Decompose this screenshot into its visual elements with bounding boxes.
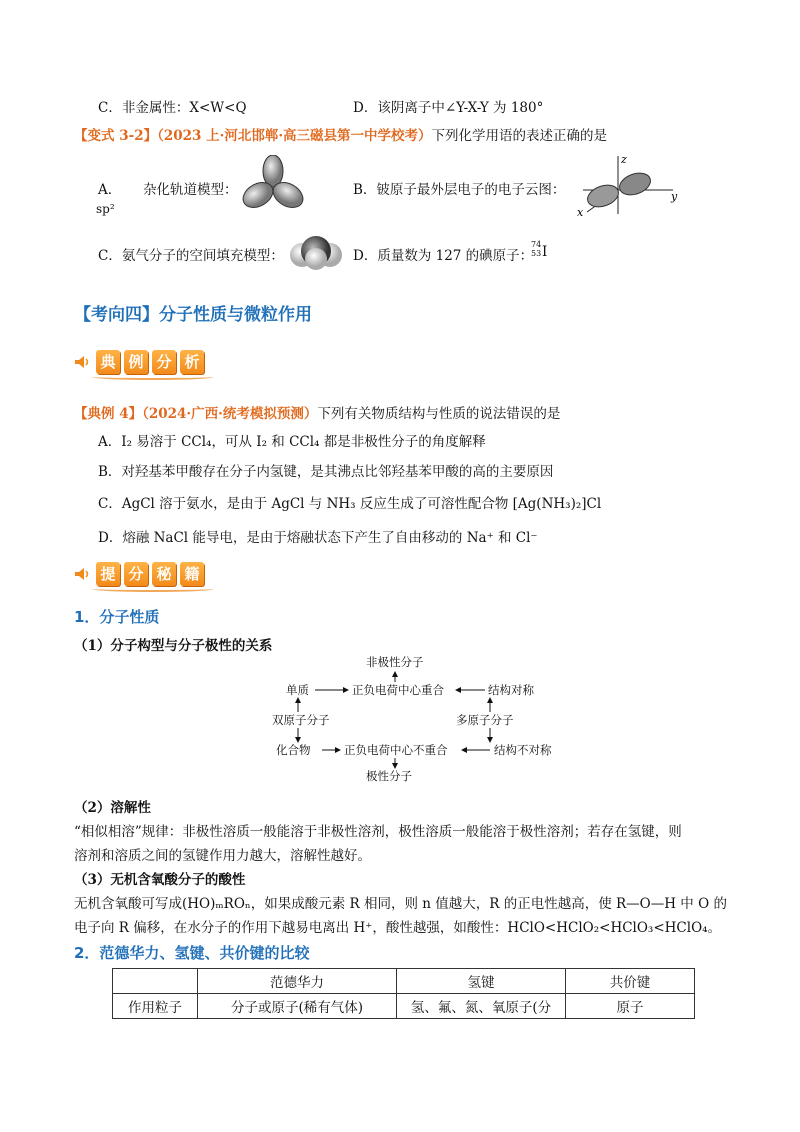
banner-char: 分 xyxy=(152,350,176,374)
variant-stem: 下列化学用语的表述正确的是 xyxy=(431,128,608,144)
iodine-atomic-number: 53 xyxy=(531,249,542,258)
variant-option-a-sub: sp² xyxy=(96,202,115,216)
subheading-solubility: （2）溶解性 xyxy=(74,800,151,816)
banner-char: 提 xyxy=(96,562,120,586)
banner-swoosh xyxy=(92,586,214,592)
example-header xyxy=(74,402,560,422)
example-source: （2024·广西·统考模拟预测） xyxy=(142,406,318,422)
subheading-acidity: （3）无机含氧酸分子的酸性 xyxy=(74,872,246,888)
axis-x-label: x xyxy=(577,206,584,218)
tips-banner xyxy=(74,562,204,586)
table-cell: 原子 xyxy=(566,994,695,1019)
diagram-nonpolar: 非极性分子 xyxy=(366,655,424,669)
banner-char: 析 xyxy=(180,350,204,374)
solubility-line-1: “相似相溶”规律：非极性溶质一般能溶于非极性溶剂，极性溶质一般能溶于极性溶剂；若存在氢键，则 xyxy=(74,824,682,840)
table-cell xyxy=(113,969,198,994)
example-option-c: C．AgCl 溶于氨水，是由于 AgCl 与 NH₃ 反应生成了可溶性配合物 [Ag(NH₃)₂]Cl xyxy=(98,496,602,512)
iodine-notation xyxy=(531,240,541,258)
section-title: 【考向四】分子性质与微粒作用 xyxy=(74,305,312,325)
example-tag: 【典例 4】 xyxy=(74,406,143,422)
diagram-polar: 极性分子 xyxy=(366,769,412,783)
variant-tag: 【变式 3-2】 xyxy=(74,128,158,144)
diagram-single: 单质 xyxy=(286,683,309,697)
variant-option-d-text: D．质量数为 127 的碘原子： xyxy=(353,248,534,264)
diagram-poly: 多原子分子 xyxy=(456,713,514,727)
diagram-asym: 结构不对称 xyxy=(494,743,552,757)
diagram-center-top: 正负电荷中心重合 xyxy=(352,683,444,697)
prev-option-c: C．非金属性：X<W<Q xyxy=(98,100,247,116)
comparison-table xyxy=(112,968,695,1019)
axis-z-label: z xyxy=(621,153,627,166)
sp2-orbital-image xyxy=(240,155,306,215)
banner-char: 典 xyxy=(96,350,120,374)
banner-char: 籍 xyxy=(180,562,204,586)
banner-swoosh xyxy=(92,374,214,380)
axis-y-label: y xyxy=(671,190,678,203)
solubility-line-2: 溶剂和溶质之间的氢键作用力越大，溶解性越好。 xyxy=(74,848,371,864)
variant-header xyxy=(74,124,607,144)
example-option-b: B．对羟基苯甲酸存在分子内氢键，是其沸点比邻羟基苯甲酸的高的主要原因 xyxy=(98,464,554,480)
acidity-line-1: 无机含氧酸可写成(HO)ₘROₙ，如果成酸元素 R 相同，则 n 值越大，R 的正电性越高，使 R—O—H 中 O 的 xyxy=(74,896,727,912)
iodine-symbol: I xyxy=(542,244,548,260)
table-cell: 氢键 xyxy=(397,969,566,994)
variant-option-b-text: B．铍原子最外层电子的电子云图： xyxy=(353,182,566,198)
table-row xyxy=(113,994,695,1019)
diagram-sym: 结构对称 xyxy=(488,683,534,697)
diagram-compound: 化合物 xyxy=(276,743,311,757)
polarity-diagram xyxy=(270,652,570,784)
speaker-icon xyxy=(74,355,90,369)
variant-option-a-text: 杂化轨道模型： xyxy=(143,182,238,198)
table-header-row xyxy=(113,969,695,994)
example-stem: 下列有关物质结构与性质的说法错误的是 xyxy=(317,406,561,422)
example-banner xyxy=(74,350,204,374)
table-cell: 范德华力 xyxy=(198,969,397,994)
heading-molecular-properties: 1．分子性质 xyxy=(74,608,160,626)
banner-char: 秘 xyxy=(152,562,176,586)
example-option-d: D．熔融 NaCl 能导电，是由于熔融状态下产生了自由移动的 Na⁺ 和 Cl⁻ xyxy=(98,530,538,546)
nh3-space-filling-image xyxy=(288,233,344,273)
iodine-mass-number: 74 xyxy=(531,240,542,249)
variant-option-c-text: C．氨气分子的空间填充模型： xyxy=(98,248,284,264)
variant-option-a-label: A． xyxy=(98,182,122,198)
diagram-diatomic: 双原子分子 xyxy=(272,713,330,727)
prev-option-d: D．该阴离子中∠Y-X-Y 为 180° xyxy=(353,100,544,116)
diagram-center-bottom: 正负电荷中心不重合 xyxy=(344,743,448,757)
speaker-icon xyxy=(74,567,90,581)
table-cell: 分子或原子(稀有气体) xyxy=(198,994,397,1019)
banner-char: 分 xyxy=(124,562,148,586)
table-cell: 共价键 xyxy=(566,969,695,994)
table-cell: 氢、氟、氮、氧原子(分 xyxy=(397,994,566,1019)
example-option-a: A．I₂ 易溶于 CCl₄，可从 I₂ 和 CCl₄ 都是非极性分子的角度解释 xyxy=(98,434,486,450)
banner-char: 例 xyxy=(124,350,148,374)
be-orbital-image xyxy=(573,152,683,218)
variant-source: （2023 上·河北邯郸·高三磁县第一中学校考） xyxy=(157,128,432,144)
table-cell: 作用粒子 xyxy=(113,994,198,1019)
heading-comparison: 2．范德华力、氢键、共价键的比较 xyxy=(74,944,310,962)
acidity-line-2: 电子向 R 偏移，在水分子的作用下越易电离出 H⁺，酸性越强，如酸性：HClO<HClO₂<HClO₃<HClO₄。 xyxy=(74,920,722,936)
subheading-polarity: （1）分子构型与分子极性的关系 xyxy=(74,638,273,654)
